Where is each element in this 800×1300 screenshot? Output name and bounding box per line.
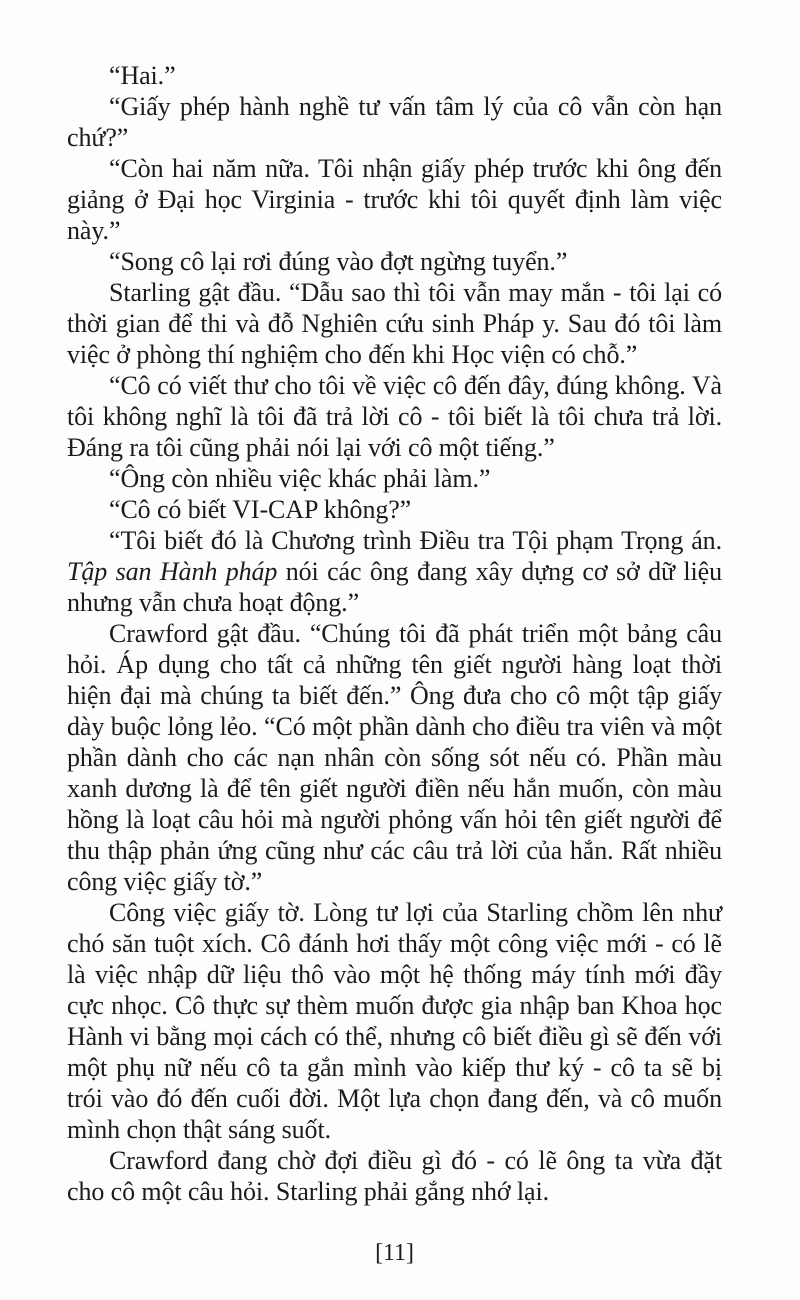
paragraph: Crawford gật đầu. “Chúng tôi đã phát triển một bảng câu hỏi. Áp dụng cho tất cả những tên giết người hàng loạt thời hiện đại mà chúng ta biết đến.” Ông đưa cho cô một tập giấy dày buộc lỏng lẻo. “Có một phần dành cho điều tra viên và một phần dành cho các nạn nhân còn sống sót nếu có. Phần màu xanh dương là để tên giết người điền nếu hắn muốn, còn màu hồng là loạt câu hỏi mà người phỏng vấn hỏi tên giết người để thu thập phản ứng cũng như các câu trả lời của hắn. Rất nhiều công việc giấy tờ.” (67, 619, 722, 896)
paragraph-segment: nói các ông đang xây dựng cơ sở dữ liệu nhưng vẫn chưa hoạt động.” (67, 557, 722, 617)
paragraph: “Song cô lại rơi đúng vào đợt ngừng tuyển.” (109, 247, 568, 276)
text-block (67, 60, 722, 1267)
paragraph-segment: “Tôi biết đó là Chương trình Điều tra Tội phạm Trọng án. (109, 526, 722, 555)
paragraph: Starling gật đầu. “Dẫu sao thì tôi vẫn may mắn - tôi lại có thời gian để thi và đỗ Nghiên cứu sinh Pháp y. Sau đó tôi làm việc ở phòng thí nghiệm cho đến khi Học viện có chỗ.” (67, 278, 722, 369)
paragraph: “Cô có biết VI-CAP không?” (109, 495, 412, 524)
paragraph: “Ông còn nhiều việc khác phải làm.” (109, 464, 491, 493)
page-number: [11] (375, 1240, 414, 1266)
paragraph: Crawford đang chờ đợi điều gì đó - có lẽ ông ta vừa đặt cho cô một câu hỏi. Starling phải gắng nhớ lại. (67, 1146, 722, 1206)
paragraph: “Cô có viết thư cho tôi về việc cô đến đây, đúng không. Và tôi không nghĩ là tôi đã trả lời cô - tôi biết là tôi chưa trả lời. Đáng ra tôi cũng phải nói lại với cô một tiếng.” (67, 371, 722, 462)
paragraph: “Giấy phép hành nghề tư vấn tâm lý của cô vẫn còn hạn chứ?” (67, 92, 722, 152)
paragraph: “Còn hai năm nữa. Tôi nhận giấy phép trước khi ông đến giảng ở Đại học Virginia - trước khi tôi quyết định làm việc này.” (67, 154, 722, 245)
journal-title-italic: Tập san Hành pháp (67, 557, 278, 586)
paragraph: “Hai.” (109, 61, 176, 90)
paragraph-with-italic-citation (67, 525, 722, 618)
paragraph: Công việc giấy tờ. Lòng tư lợi của Starling chồm lên như chó săn tuột xích. Cô đánh hơi thấy một công việc mới - có lẽ là việc nhập dữ liệu thô vào một hệ thống máy tính mới đầy cực nhọc. Cô thực sự thèm muốn được gia nhập ban Khoa học Hành vi bằng mọi cách có thể, nhưng cô biết điều gì sẽ đến với một phụ nữ nếu cô ta gắn mình vào kiếp thư ký - cô ta sẽ bị trói vào đó đến cuối đời. Một lựa chọn đang đến, và cô muốn mình chọn thật sáng suốt. (67, 898, 722, 1144)
